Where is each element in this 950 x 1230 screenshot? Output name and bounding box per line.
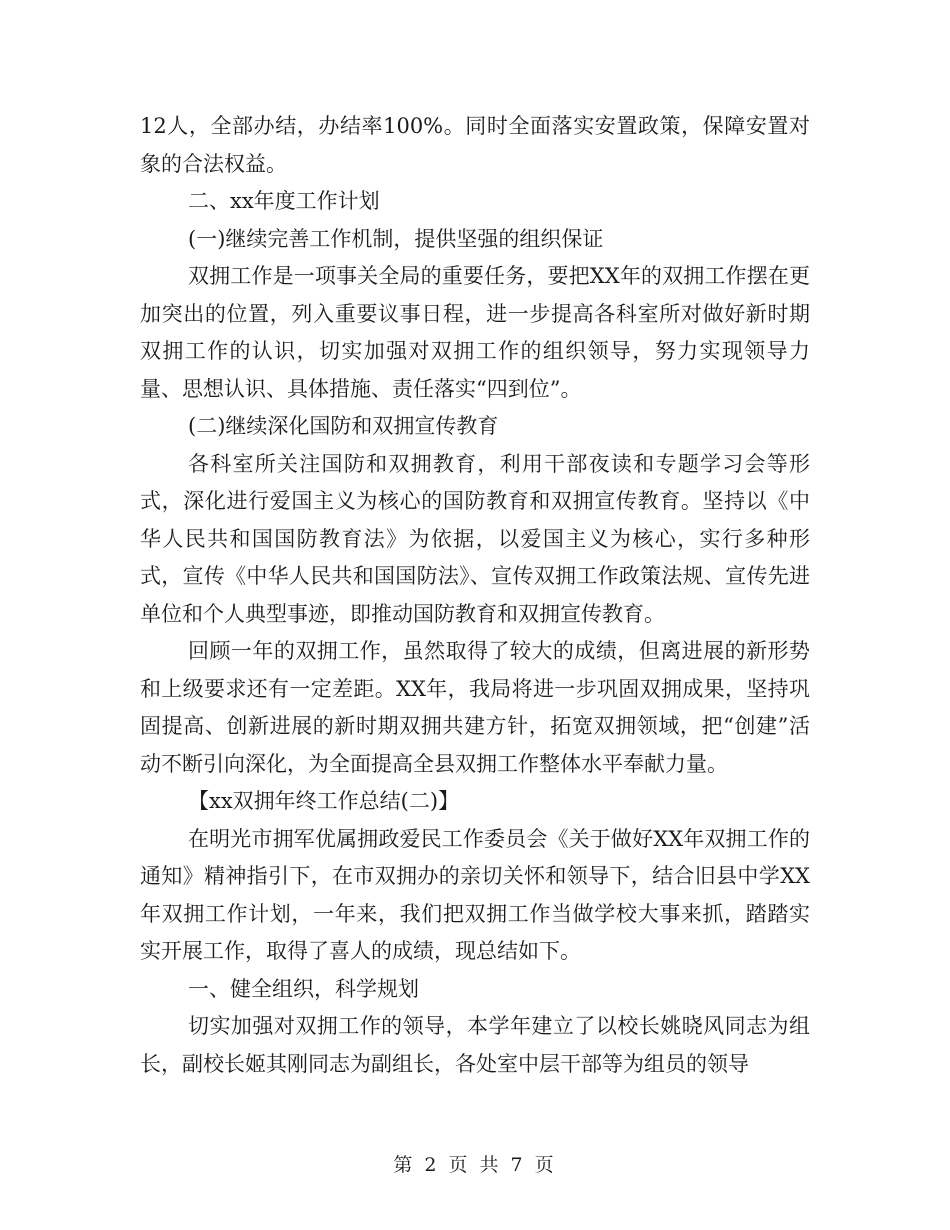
- paragraph-continuation: 12人，全部办结，办结率100%。同时全面落实安置政策，保障安置对象的合法权益。: [140, 114, 810, 176]
- section-heading-plan: 二、xx年度工作计划: [188, 189, 380, 213]
- section-heading-organization: 一、健全组织，科学规划: [188, 976, 419, 1001]
- paragraph-mechanism: 双拥工作是一项事关全局的重要任务，要把XX年的双拥工作摆在更加突出的位置，列入重要议事日程，进一步提高各科室所对做好新时期双拥工作的认识，切实加强对双拥工作的组织领导，努力实现领导力量、思想认识、具体措施、责任落实“四到位”。: [140, 264, 810, 401]
- paragraph-leadership: 切实加强对双拥工作的领导，本学年建立了以校长姚晓风同志为组长，副校长姬其刚同志为副组长，各处室中层干部等为组员的领导: [140, 1014, 810, 1076]
- paragraph-intro: 在明光市拥军优属拥政爱民工作委员会《关于做好XX年双拥工作的通知》精神指引下，在市双拥办的亲切关怀和领导下，结合旧县中学XX年双拥工作计划，一年来，我们把双拥工作当做学校大事来抓，踏踏实实开展工作，取得了喜人的成绩，现总结如下。: [140, 826, 810, 963]
- paragraph-education: 各科室所关注国防和双拥教育，利用干部夜读和专题学习会等形式，深化进行爱国主义为核心的国防教育和双拥宣传教育。坚持以《中华人民共和国国防教育法》为依据，以爱国主义为核心，实行多种形式，宣传《中华人民共和国国防法》、宣传双拥工作政策法规、宣传先进单位和个人典型事迹，即推动国防教育和双拥宣传教育。: [140, 451, 810, 626]
- page-number-footer: 第 2 页 共 7 页: [393, 1154, 557, 1176]
- document-body: [140, 108, 810, 1083]
- section-title-summary-two: 【xx双拥年终工作总结(二)】: [188, 789, 460, 813]
- subheading-mechanism: (一)继续完善工作机制，提供坚强的组织保证: [188, 226, 604, 251]
- subheading-education: (二)继续深化国防和双拥宣传教育: [188, 414, 499, 438]
- paragraph-review: 回顾一年的双拥工作，虽然取得了较大的成绩，但离进展的新形势和上级要求还有一定差距。XX年，我局将进一步巩固双拥成果，坚持巩固提高、创新进展的新时期双拥共建方针，拓宽双拥领域，把“创建”活动不断引向深化，为全面提高全县双拥工作整体水平奉献力量。: [140, 639, 810, 776]
